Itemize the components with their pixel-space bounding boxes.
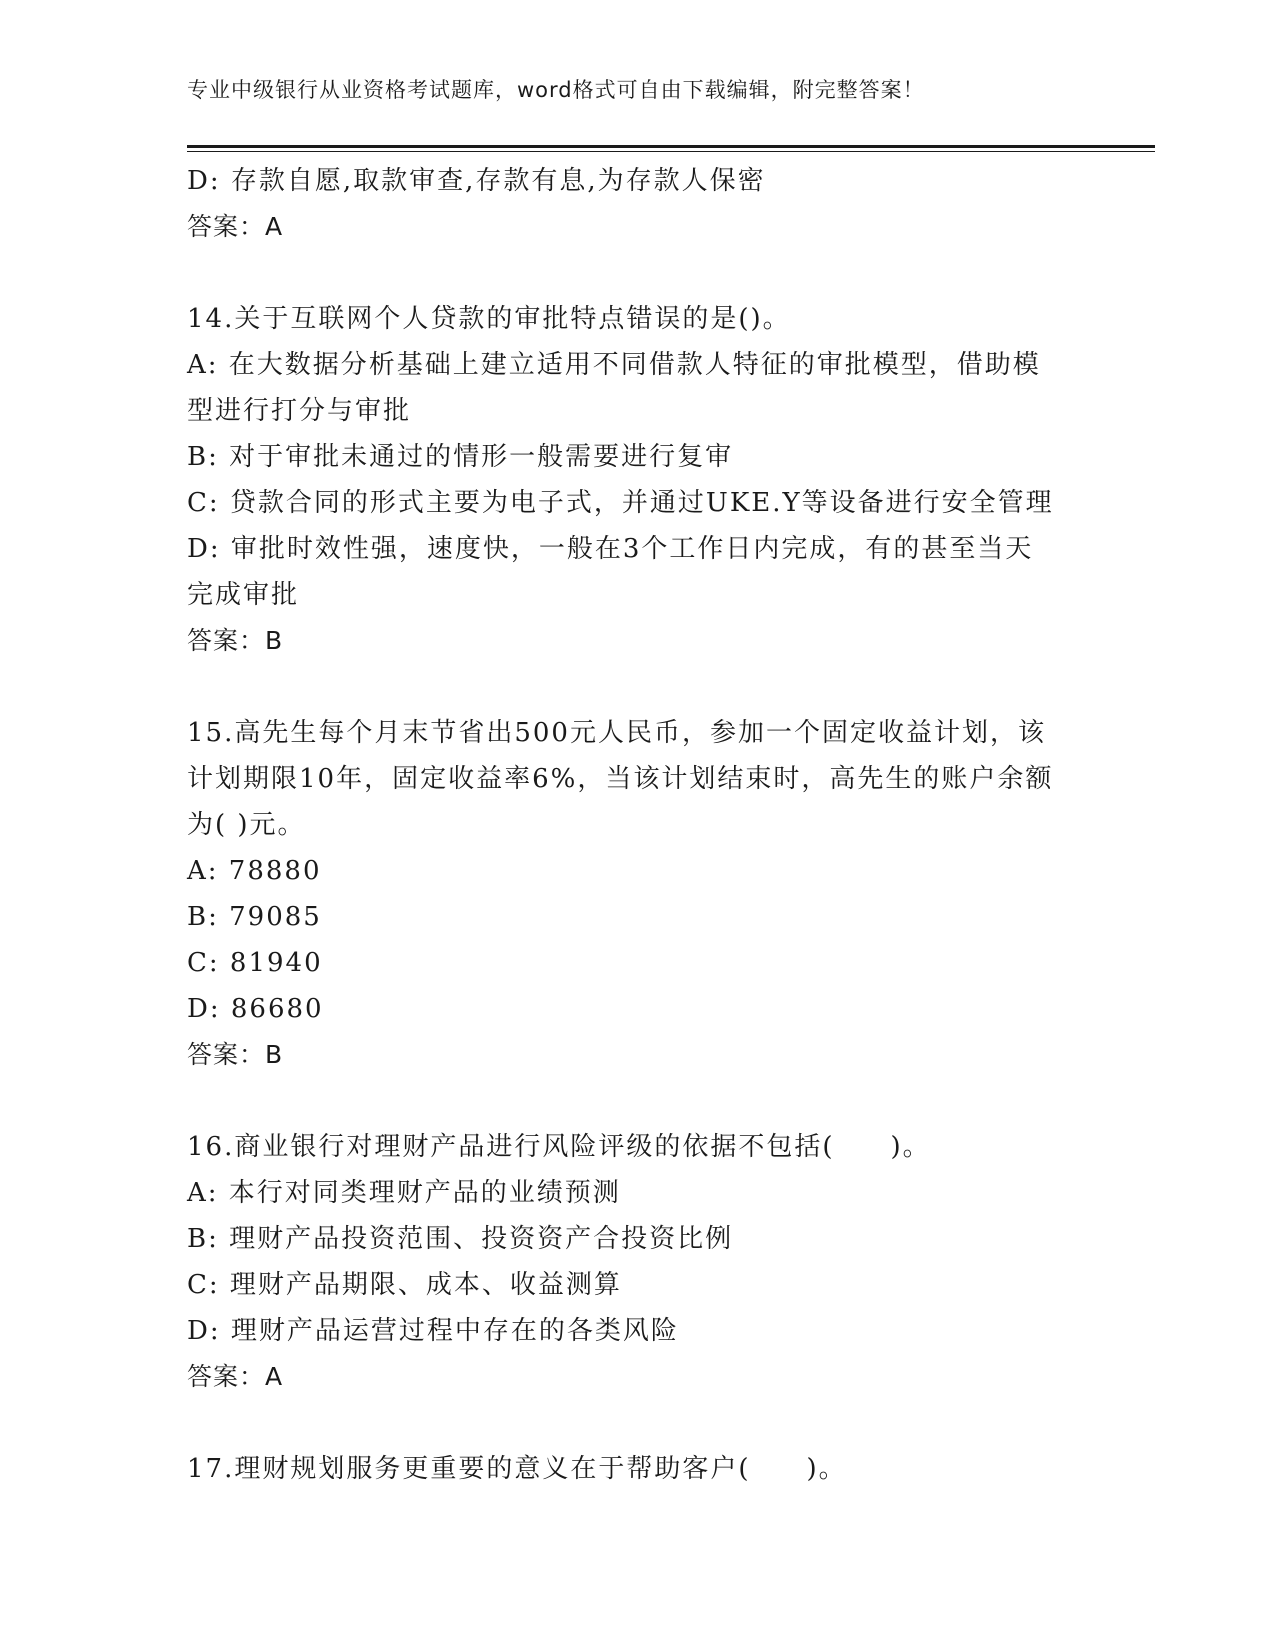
option-d: D: 存款自愿,取款审查,存款有息,为存款人保密 xyxy=(187,166,766,196)
question-stem: 17.理财规划服务更重要的意义在于帮助客户( )。 xyxy=(187,1454,847,1484)
spacer xyxy=(187,664,1087,710)
option-c: C: 81940 xyxy=(187,948,323,978)
option-d: D: 86680 xyxy=(187,994,324,1024)
option-a-continued: 型进行打分与审批 xyxy=(187,396,412,426)
option-b: B: 对于审批未通过的情形一般需要进行复审 xyxy=(187,442,734,472)
question-16 xyxy=(187,1124,1087,1400)
answer-label: 答案：B xyxy=(187,1040,284,1069)
spacer xyxy=(187,250,1087,296)
option-a: A: 在大数据分析基础上建立适用不同借款人特征的审批模型，借助模 xyxy=(187,350,1041,380)
option-a: A: 78880 xyxy=(187,856,322,886)
option-a: A: 本行对同类理财产品的业绩预测 xyxy=(187,1178,621,1208)
question-content xyxy=(187,158,1087,1492)
option-b: B: 79085 xyxy=(187,902,322,932)
header-divider-thin xyxy=(187,151,1155,152)
question-stem: 16.商业银行对理财产品进行风险评级的依据不包括( )。 xyxy=(187,1132,931,1162)
question-15 xyxy=(187,710,1087,1078)
option-b: B: 理财产品投资范围、投资资产合投资比例 xyxy=(187,1224,734,1254)
question-17 xyxy=(187,1446,1087,1492)
option-c: C: 理财产品期限、成本、收益测算 xyxy=(187,1270,622,1300)
question-14 xyxy=(187,296,1087,664)
spacer xyxy=(187,1400,1087,1446)
page-header: 专业中级银行从业资格考试题库，word格式可自由下载编辑，附完整答案！ xyxy=(187,78,925,102)
option-d-continued: 完成审批 xyxy=(187,580,300,610)
option-c: C: 贷款合同的形式主要为电子式，并通过UKE.Y等设备进行安全管理 xyxy=(187,488,1054,518)
prev-question-block xyxy=(187,158,1087,250)
question-stem: 15.高先生每个月末节省出500元人民币，参加一个固定收益计划，该 xyxy=(187,718,1046,748)
answer-label: 答案：A xyxy=(187,1362,284,1391)
question-stem: 14.关于互联网个人贷款的审批特点错误的是()。 xyxy=(187,304,791,334)
answer-label: 答案：B xyxy=(187,626,284,655)
question-stem-continued: 为( )元。 xyxy=(187,810,306,840)
option-d: D: 理财产品运营过程中存在的各类风险 xyxy=(187,1316,679,1346)
option-d: D: 审批时效性强，速度快，一般在3个工作日内完成，有的甚至当天 xyxy=(187,534,1034,564)
spacer xyxy=(187,1078,1087,1124)
header-divider-thick xyxy=(187,145,1155,148)
answer-label: 答案：A xyxy=(187,212,284,241)
question-stem-continued: 计划期限10年，固定收益率6%，当该计划结束时，高先生的账户余额 xyxy=(187,764,1054,794)
